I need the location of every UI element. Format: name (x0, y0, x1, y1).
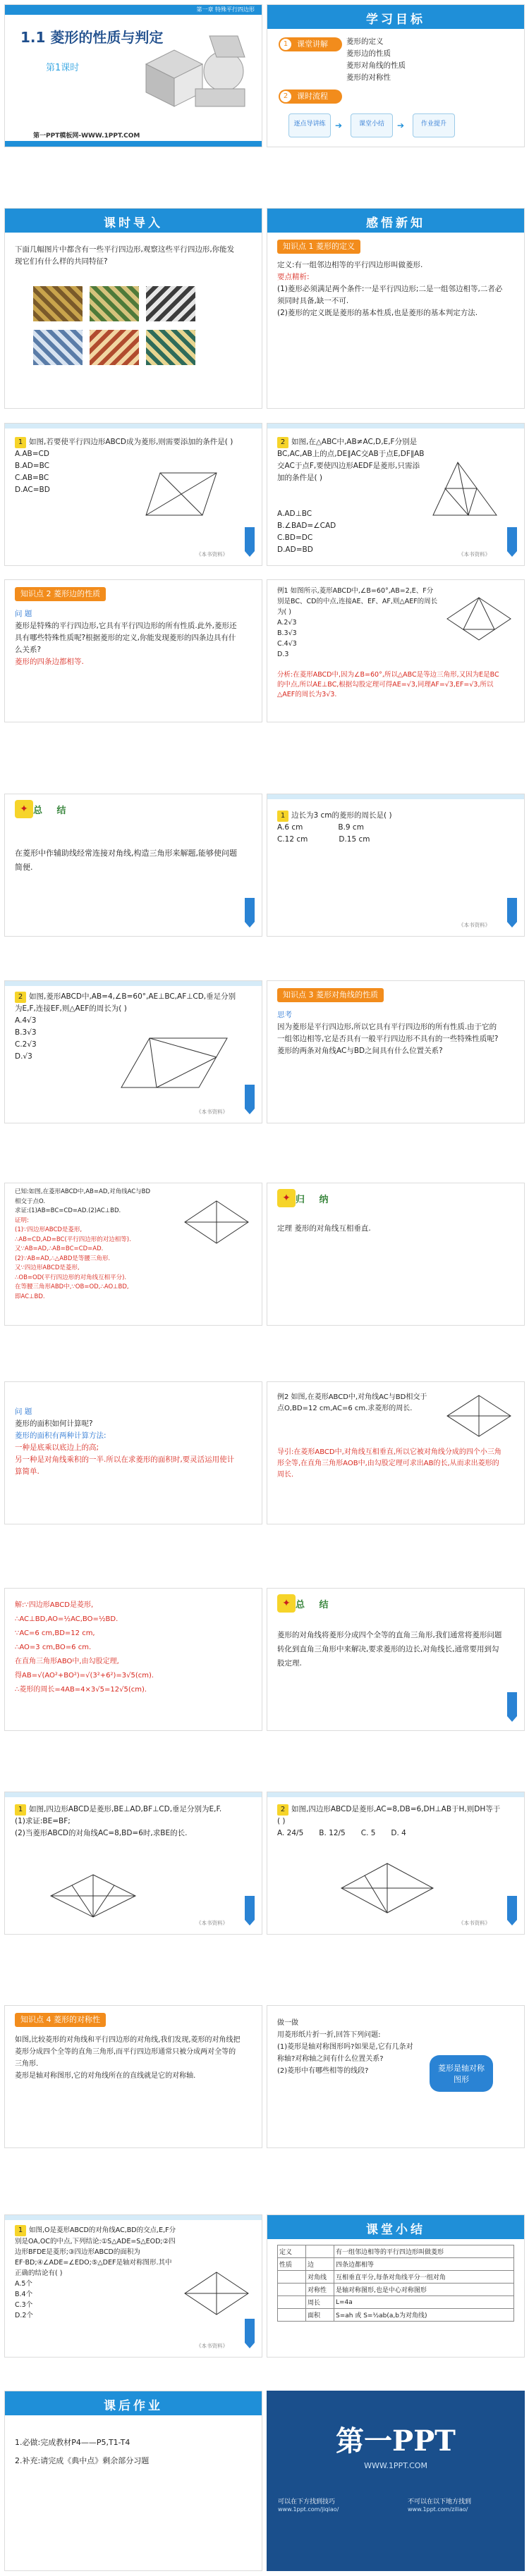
top-strip (5, 981, 262, 986)
slide-footnote: 《本书资料》 (458, 1920, 490, 1926)
cover-top-bar (5, 5, 262, 15)
think-label: 思考 (277, 1011, 292, 1019)
table-row (278, 2258, 514, 2271)
homework-header (5, 2391, 262, 2415)
rhombus-figure (181, 2269, 252, 2318)
fold-line: (2)菱形中有哪些相等的线段? (277, 2067, 369, 2075)
proof-slide (4, 1183, 262, 1326)
homework-line: 2.补充:请完成《典中点》剩余部分习题 (15, 2456, 150, 2465)
table-row (278, 2309, 514, 2322)
proof-line: 求证:(1)AB=BC=CD=AD.(2)AC⊥BD. (15, 1207, 121, 1214)
intro-images (33, 286, 217, 399)
flow-arrow-icon: ➔ (335, 121, 343, 130)
definition-line: 定义:有一组邻边相等的平行四边形叫做菱形. (277, 261, 423, 269)
table-row (278, 2284, 514, 2296)
question-label: 问 题 (15, 1407, 32, 1416)
q1-stem: 如图,若要使平行四边形ABCD成为菱形,则需要添加的条件是( ) (29, 438, 233, 446)
pencil-icon (504, 526, 520, 558)
parallelogram-figure (139, 466, 224, 522)
option: B.4个 (15, 2291, 33, 2298)
xiaojie-header (267, 2215, 524, 2239)
point-3-tag: 知识点 3 菱形对角线的性质 (277, 988, 384, 1002)
option: D.15 cm (339, 835, 370, 844)
q4-stem: 如图,菱形ABCD中,AB=4,∠B=60°,AE⊥BC,AF⊥CD,垂足分别为E,F,连接EF,则△AEF的周长为( ) (15, 992, 236, 1013)
newknow-body (277, 259, 503, 319)
summary1-text: 在菱形中作辅助线经常连接对角线,构造三角形来解题,能够使问题简便. (15, 849, 237, 872)
table-cell (278, 2271, 306, 2284)
fold-line: 做一做 (277, 2019, 298, 2027)
cover-subtitle: 第1课时 (46, 63, 80, 73)
cover-title: 1.1 菱形的性质与判定 (20, 29, 164, 46)
sec3-text: 因为菱形是平行四边形,所以它具有平行四边形的所有性质.由于它的一组邻边相等,它是否具有一般平行四边形不具有的一些特殊性质呢? (277, 1023, 499, 1043)
lightbulb-icon: ✦ (277, 1189, 296, 1207)
q7-stem: 如图,O是菱形ABCD的对角线AC,BD的交点,E,F分别是OA,OC的中点,下列结论:①S△ADE=S△EOD;②四边形BFDE是菱形;③四边形ABCD的面积为EF·BD;④∠ADE=∠EDO;⑤△DEF是轴对称图形.其中正确的结论有( ) (15, 2226, 176, 2277)
question-number: 1 (277, 811, 288, 822)
sec2-text: 菱形是特殊的平行四边形,它具有平行四边形的所有性质.此外,菱形还具有哪些特殊性质呢?根据菱形的定义,你能发现菱形的四条边具有什么关系? (15, 622, 237, 654)
ex1-text: 例1 如图所示,菱形ABCD中,∠B=60°,AB=2,E、F分别是BC、CD的中点,连接AE、EF、AF,则△AEF的周长为( ) (277, 587, 438, 616)
ex2-analysis: 导引:在菱形ABCD中,对角线互相垂直,所以它被对角线分成的四个小三角形全等,在直角三角形AOB中,由勾股定理可求出AB的长,从而求出菱形的周长. (277, 1448, 501, 1479)
q5-stem: 如图,四边形ABCD是菱形,BE⊥AD,BF⊥CD,垂足分别为E,F. (29, 1805, 222, 1813)
q6-slide (267, 1792, 525, 1935)
option: C.2√3 (15, 1040, 37, 1049)
q1-slide (4, 423, 262, 566)
brand-right-line-1: 不可以在以下地方找到 (408, 2498, 472, 2506)
option: A.AD⊥BC (277, 510, 312, 518)
fold-line: (1)菱形是轴对称图形吗?如果是,它有几条对称轴?对称轴之间有什么位置关系? (277, 2043, 413, 2063)
option: A.4√3 (15, 1016, 37, 1025)
sec4-text: 如图,比较菱形的对角线和平行四边形的对角线,我们发现,菱形的对角线把菱形分成四个全等的直角三角形,而平行四边形通常只被分成两对全等的三角形. (15, 2036, 241, 2068)
goals-flow (288, 111, 514, 139)
table-cell: 对称性 (306, 2284, 334, 2296)
q5-slide (4, 1792, 262, 1935)
solution-line: ∴AO=3 cm,BO=6 cm. (15, 1644, 92, 1651)
sec4-text2: 菱形是轴对称图形,它的对角线所在的直线就是它的对称轴. (15, 2072, 196, 2080)
guina-title: 归 纳 (296, 1195, 334, 1205)
triangle-figure (430, 459, 500, 522)
option: C.AB=BC (15, 474, 49, 482)
goals-item-2-label: 课时流程 (297, 92, 328, 101)
table-row (278, 2245, 514, 2258)
fold-line: 用菱形纸片折一折,回答下列问题: (277, 2031, 381, 2039)
pencil-icon (242, 1083, 257, 1116)
ex1-slide (267, 579, 525, 722)
q6-stem: 如图,四边形ABCD是菱形,AC=8,DB=6,DH⊥AB于H,则DH等于( ) (277, 1805, 501, 1825)
question-label: 问 题 (15, 610, 32, 618)
pencil-icon (242, 896, 257, 929)
q2-stem: 如图,在△ABC中,AB≠AC,D,E,F分别是BC,AC,AB上的点,DE∥AC交AB于点E,DF∥AB交AC于点F,要使四边形AEDF是菱形,只需添加的条件是( ) (277, 438, 425, 482)
guina-text: 定理 菱形的对角线互相垂直. (277, 1224, 371, 1233)
option: D. 4 (391, 1829, 406, 1837)
guina-slide (267, 1183, 525, 1326)
question-number: 1 (15, 1804, 26, 1816)
option: C. 5 (360, 1829, 376, 1837)
option: C.3个 (15, 2301, 33, 2309)
sec4-slide (4, 2005, 262, 2148)
slide-footnote: 《本书资料》 (196, 551, 228, 557)
sec2-body (15, 608, 241, 668)
slide-footnote: 《本书资料》 (196, 1109, 228, 1115)
proof-body (15, 1188, 156, 1302)
area-line: 一种是底乘以底边上的高; (15, 1443, 99, 1452)
brand-url: WWW.1PPT.COM (364, 2461, 427, 2470)
area-text: 菱形的面积如何计算呢? (15, 1419, 93, 1428)
option: A.AB=CD (15, 450, 49, 458)
q5-line: (1)求证:BE=BF; (15, 1817, 71, 1825)
area-slide (4, 1381, 262, 1524)
option: A. 24/5 (277, 1829, 304, 1837)
table-cell (306, 2245, 334, 2258)
proof-line: (1)∵四边形ABCD是菱形, (15, 1226, 83, 1233)
top-strip (5, 424, 262, 429)
sec3-slide (267, 980, 525, 1123)
cover-chapter: 第一章 特殊平行四边形 (196, 6, 255, 13)
rhombus-diagonals-figure (181, 1197, 252, 1247)
option: B.3√3 (277, 629, 297, 637)
option: A.2√3 (277, 619, 297, 627)
homework-line: 1.必做:完成教材P4——P5,T1-T4 (15, 2438, 130, 2447)
rhombus-figure (444, 1393, 514, 1438)
proof-line: 又∵AB=AD,∴AB=BC=CD=AD. (15, 1245, 104, 1252)
homework-body (15, 2434, 241, 2470)
solution-line: ∵AC=6 cm,BD=12 cm, (15, 1629, 95, 1637)
option: B.3√3 (15, 1028, 37, 1037)
rhombus-figure (118, 1035, 231, 1091)
brand-right-line-2[interactable]: www.1ppt.com/ziliao/ (408, 2506, 468, 2513)
question-number: 1 (15, 437, 26, 448)
area-line: 菱形的面积有两种计算方法: (15, 1431, 107, 1440)
goals-item-1-num: 1 (280, 39, 291, 50)
fold-body (277, 2017, 418, 2077)
question-number: 2 (277, 1804, 288, 1816)
summary2-slide (267, 1588, 525, 1731)
option: B.AD=BC (15, 462, 49, 470)
solution-line: 得AB=√(AO²+BO²)=√(3²+6²)=3√5(cm). (15, 1672, 154, 1680)
q2-body (277, 436, 425, 484)
table-cell: 互相垂直平分,每条对角线平分一组对角 (334, 2271, 514, 2284)
pencil-icon (242, 1894, 257, 1927)
slide-footnote: 《本书资料》 (196, 1920, 228, 1926)
lightbulb-icon: ✦ (15, 800, 33, 818)
goals-title: 学习目标 (366, 13, 425, 27)
goals-list-item: 菱形的对称性 (346, 73, 391, 82)
proof-line: ∴AB=CD,AD=BC(平行四边形的对边相等). (15, 1235, 131, 1243)
goals-item-1 (279, 37, 342, 51)
solution-line: 解:∵四边形ABCD是菱形, (15, 1601, 94, 1609)
proof-line: 已知:如图,在菱形ABCD中,AB=AD,对角线AC与BD相交于点O. (15, 1188, 151, 1205)
goals-item-2-num: 2 (280, 91, 291, 102)
q3-stem: 边长为3 cm的菱形的周长是( ) (291, 811, 392, 820)
brand-logo: 第一PPT (336, 2424, 456, 2458)
ex1-analysis: 分析:在菱形ABCD中,因为∠B=60°,所以△ABC是等边三角形,又因为E是BC的中点,所以AE⊥BC,根据勾股定理可得AE=√3,同理AF=√3,EF=√3,所以△AEF的周长为3√3. (277, 671, 499, 698)
sec3-text2: 菱形的两条对角线AC与BD之间具有什么位置关系? (277, 1047, 443, 1055)
pattern-image (90, 330, 139, 365)
question-number: 1 (15, 2225, 26, 2236)
goals-list (346, 36, 406, 84)
q7-body (15, 2225, 177, 2321)
top-strip (5, 1792, 262, 1797)
summary1-slide (4, 794, 262, 937)
sec4-body (15, 2034, 241, 2082)
flow-step: 逐点导讲练 (288, 113, 331, 137)
summary2-title: 总 结 (296, 1600, 334, 1610)
table-row (278, 2296, 514, 2309)
q5-line: (2)当菱形ABCD的对角线AC=8,BD=6时,求BE的长. (15, 1829, 188, 1837)
cover-bottom-bar (5, 141, 262, 147)
pencil-icon (504, 1894, 520, 1927)
option: C.12 cm (277, 835, 308, 844)
top-strip (5, 2215, 262, 2220)
flow-arrow-icon: ➔ (397, 121, 405, 130)
question-number: 2 (15, 992, 26, 1003)
goals-item-1-label: 课堂讲解 (297, 39, 328, 49)
option: D.AC=BD (15, 486, 50, 494)
ex1-body (277, 586, 439, 660)
q5-body (15, 1804, 241, 1839)
summary1-title: 总 结 (33, 806, 72, 816)
proof-line: 证明: (15, 1216, 29, 1224)
solution-line: 在直角三角形ABO中,由勾股定理, (15, 1658, 119, 1665)
flow-step: 作业提升 (413, 113, 455, 137)
area-body (15, 1406, 241, 1478)
lightbulb-icon: ✦ (277, 1594, 296, 1613)
rhombus-figure (444, 594, 514, 643)
brand-left-line-1: 可以在下方找到技巧 (278, 2498, 336, 2506)
goals-list-item: 菱形边的性质 (346, 49, 391, 58)
pencil-icon (504, 1691, 520, 1723)
brand-left-line-2[interactable]: www.1ppt.com/jiqiao/ (278, 2506, 339, 2513)
point-2-tag: 知识点 2 菱形边的性质 (15, 587, 106, 601)
option: D.AD=BD (277, 546, 313, 554)
table-cell: 四条边都相等 (334, 2258, 514, 2271)
option: B.∠BAD=∠CAD (277, 522, 336, 530)
q6-body (277, 1804, 503, 1839)
xiaojie-slide (267, 2214, 525, 2358)
homework-slide (4, 2391, 262, 2571)
table-row (278, 2271, 514, 2284)
pencil-icon (242, 526, 257, 558)
pencil-icon (242, 2317, 257, 2350)
slide-footnote: 《本书资料》 (196, 2343, 228, 2349)
top-strip (267, 794, 524, 799)
point-4-tag: 知识点 4 菱形的对称性 (15, 2013, 106, 2027)
table-cell: 定义 (278, 2245, 306, 2258)
table-cell (278, 2309, 306, 2322)
table-cell: S=ah 或 S=½ab(a,b为对角线) (334, 2309, 514, 2322)
solution-body (15, 1598, 241, 1697)
option: B.9 cm (338, 823, 364, 832)
note-heading: 要点精析: (277, 273, 310, 281)
option: C.4√3 (277, 640, 297, 648)
table-cell: 周长 (306, 2296, 334, 2309)
option: B. 12/5 (319, 1829, 346, 1837)
ex2-text: 例2 如图,在菱形ABCD中,对角线AC与BD相交于点O,BD=12 cm,AC=6 cm.求菱形的周长. (277, 1393, 427, 1412)
q4-slide (4, 980, 262, 1123)
rhombus-figure (338, 1860, 437, 1916)
pattern-image (146, 286, 195, 321)
q2-slide (267, 423, 525, 566)
table-cell: L=4a (334, 2296, 514, 2309)
area-line: 另一种是对角线乘积的一半.所以在求菱形的面积时,要灵活运用使计算简单. (15, 1455, 235, 1476)
summary-table (277, 2245, 514, 2322)
pattern-image (33, 286, 83, 321)
table-cell: 面积 (306, 2309, 334, 2322)
option: D.3 (277, 651, 289, 658)
solution-slide (4, 1588, 262, 1731)
option: C.BD=DC (277, 534, 313, 542)
brand-slide (267, 2391, 525, 2571)
rhombus-figure (47, 1871, 139, 1921)
q3-body (277, 810, 503, 846)
table-cell: 是轴对称图形,也是中心对称图形 (334, 2284, 514, 2296)
fold-slide (267, 2005, 525, 2148)
ex2-slide (267, 1381, 525, 1524)
solution-line: ∴菱形的周长=4AB=4×3√5=12√5(cm). (15, 1686, 147, 1694)
note-line: (2)菱形的定义既是菱形的基本性质,也是菱形的基本判定方法. (277, 309, 478, 317)
option: D.√3 (15, 1052, 32, 1061)
table-cell: 有一组邻边相等的平行四边形叫做菱形 (334, 2245, 514, 2258)
note-line: (1)菱形必须满足两个条件:一是平行四边形;二是一组邻边相等,二者必须同时具备,缺一不可. (277, 285, 503, 305)
pattern-image (90, 286, 139, 321)
summary2-text: 菱形的对角线将菱形分成四个全等的直角三角形,我们通常将菱形问题转化到直角三角形中来解决,要求菱形的边长,对角线长,通常要用到勾股定理. (277, 1631, 502, 1668)
goals-header (267, 5, 524, 29)
option: A.6 cm (277, 823, 303, 832)
option: D.2个 (15, 2312, 33, 2319)
goals-list-item: 菱形的定义 (346, 37, 384, 46)
homework-title: 课后作业 (104, 2399, 163, 2413)
pattern-image (33, 330, 83, 365)
top-strip (267, 424, 524, 429)
table-cell (278, 2296, 306, 2309)
solution-line: ∴AC⊥BD,AO=½AC,BO=½BD. (15, 1615, 118, 1623)
newknow-title: 感悟新知 (366, 216, 425, 230)
goals-slide (267, 4, 525, 147)
q3-slide (267, 794, 525, 937)
sec2-slide (4, 579, 262, 722)
goals-list-item: 菱形对角线的性质 (346, 61, 406, 70)
proof-line: 即AC⊥BD. (15, 1293, 45, 1300)
geometric-blocks-image (132, 22, 259, 113)
newknow-header (267, 209, 524, 233)
table-cell (278, 2284, 306, 2296)
proof-line: ∴OB=OD(平行四边形的对角线互相平分). (15, 1274, 127, 1281)
intro-text: 下面几幅图片中都含有一些平行四边形,观察这些平行四边形,你能发现它们有什么样的共同特征? (15, 245, 235, 266)
proof-line: 又∵四边形ABCD是菱形, (15, 1264, 80, 1271)
intro-title: 课时导入 (104, 216, 163, 230)
slide-footnote: 《本书资料》 (458, 551, 490, 557)
flow-step: 课堂小结 (351, 113, 393, 137)
proof-line: 在等腰三角形ABD中,∵OB=OD,∴AO⊥BD, (15, 1283, 129, 1290)
goals-item-2 (279, 90, 342, 104)
sec3-body (277, 1009, 503, 1057)
point-1-tag: 知识点 1 菱形的定义 (277, 240, 360, 254)
cover-footer: 第一PPT模板网-WWW.1PPT.COM (33, 133, 140, 140)
pencil-icon (504, 896, 520, 929)
cover-slide (4, 4, 262, 147)
table-cell: 对角线 (306, 2271, 334, 2284)
newknow-slide (267, 208, 525, 409)
question-number: 2 (277, 437, 288, 448)
pattern-image (146, 330, 195, 365)
intro-header (5, 209, 262, 233)
top-strip (267, 1792, 524, 1797)
xiaojie-title: 课堂小结 (366, 2223, 425, 2237)
fold-bubble: 菱形是轴对称图形 (430, 2055, 493, 2092)
option: A.5个 (15, 2280, 32, 2288)
intro-slide (4, 208, 262, 409)
table-cell: 边 (306, 2258, 334, 2271)
table-cell: 性质 (278, 2258, 306, 2271)
sec2-answer: 菱形的四条边都相等. (15, 658, 84, 666)
proof-line: (2)∵AB=AD,∴△ABD是等腰三角形. (15, 1255, 111, 1262)
q7-slide (4, 2214, 262, 2358)
slide-footnote: 《本书资料》 (458, 922, 490, 928)
